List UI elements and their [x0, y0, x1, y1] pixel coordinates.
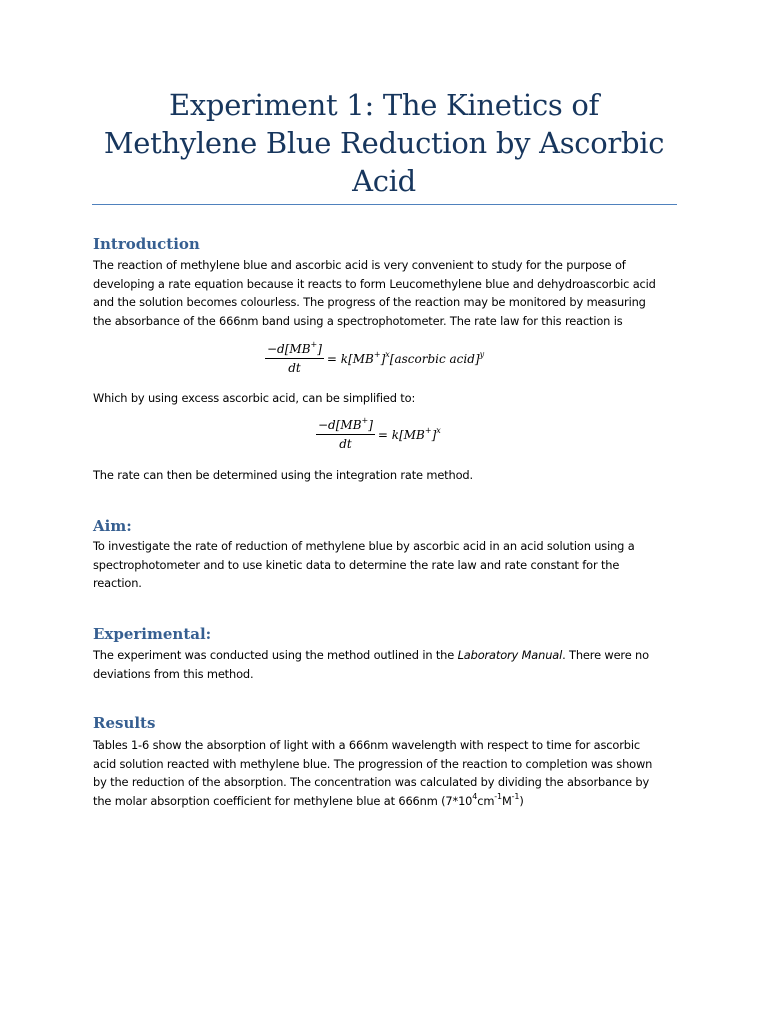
introduction-heading: Introduction	[93, 235, 200, 253]
paragraph-line: The experiment was conducted using the method outlined in the Laboratory Manual. There were no	[93, 648, 649, 662]
equation-numerator: −d[MB+]	[316, 418, 375, 435]
title-line: Experiment 1: The Kinetics of	[169, 88, 599, 122]
paragraph-line: To investigate the rate of reduction of methylene blue by ascorbic acid in an acid solution using a	[93, 539, 635, 553]
paragraph-line: Tables 1-6 show the absorption of light with a 666nm wavelength with respect to time for ascorbic	[93, 738, 640, 752]
results-paragraph	[93, 736, 673, 811]
equation-fraction	[265, 342, 324, 376]
paragraph-line: acid solution reacted with methylene blue. The progression of the reaction to completion was shown	[93, 756, 653, 771]
results-heading: Results	[93, 714, 156, 732]
rate-law-equation	[265, 342, 484, 376]
aim-paragraph	[93, 537, 673, 593]
equation-fraction	[316, 418, 375, 452]
laboratory-manual-reference: Laboratory Manual	[457, 648, 563, 662]
paragraph-line: the molar absorption coefficient for methylene blue at 666nm $(7*10^4cm^{-1}M^{-1})$	[93, 792, 524, 809]
equation-right-side: = $k[MB^+]^x[ascorbic$ acid]$^y$	[326, 350, 485, 366]
paragraph-line: spectrophotometer and to use kinetic data to determine the rate law and rate constant for the	[93, 557, 620, 572]
integration-method-text: The rate can then be determined using the integration rate method.	[93, 468, 473, 482]
paragraph-line: The reaction of methylene blue and ascorbic acid is very convenient to study for the purpose of	[93, 258, 626, 272]
equation-numerator: −d[MB+]	[265, 342, 324, 359]
paragraph-line: developing a rate equation because it reacts to form Leucomethylene blue and dehydroascorbic acid	[93, 276, 656, 291]
equation-right-side: = $k[MB^+]^x$	[377, 426, 441, 442]
paragraph-line: by the reduction of the absorption. The concentration was calculated by dividing the absorbance by	[93, 775, 650, 790]
paragraph-line: and the solution becomes colourless. The progress of the reaction may be monitored by measuring	[93, 295, 646, 310]
title-line: Methylene Blue Reduction by Ascorbic	[103, 126, 665, 160]
experimental-heading: Experimental:	[93, 625, 212, 643]
equation-denominator: dt	[288, 361, 301, 375]
simplification-text: Which by using excess ascorbic acid, can be simplified to:	[93, 391, 416, 405]
paragraph-line: reaction.	[93, 576, 142, 591]
aim-heading: Aim:	[93, 517, 132, 535]
title-line: Acid	[352, 164, 416, 198]
paragraph-line: deviations from this method.	[93, 666, 254, 681]
simplified-rate-equation	[316, 418, 441, 452]
title-divider	[92, 204, 677, 205]
experimental-paragraph	[93, 646, 673, 683]
introduction-paragraph	[93, 256, 673, 331]
equation-denominator: dt	[339, 437, 352, 451]
document-title	[92, 86, 676, 200]
paragraph-line: the absorbance of the 666nm band using a spectrophotometer. The rate law for this reaction is	[93, 314, 623, 329]
